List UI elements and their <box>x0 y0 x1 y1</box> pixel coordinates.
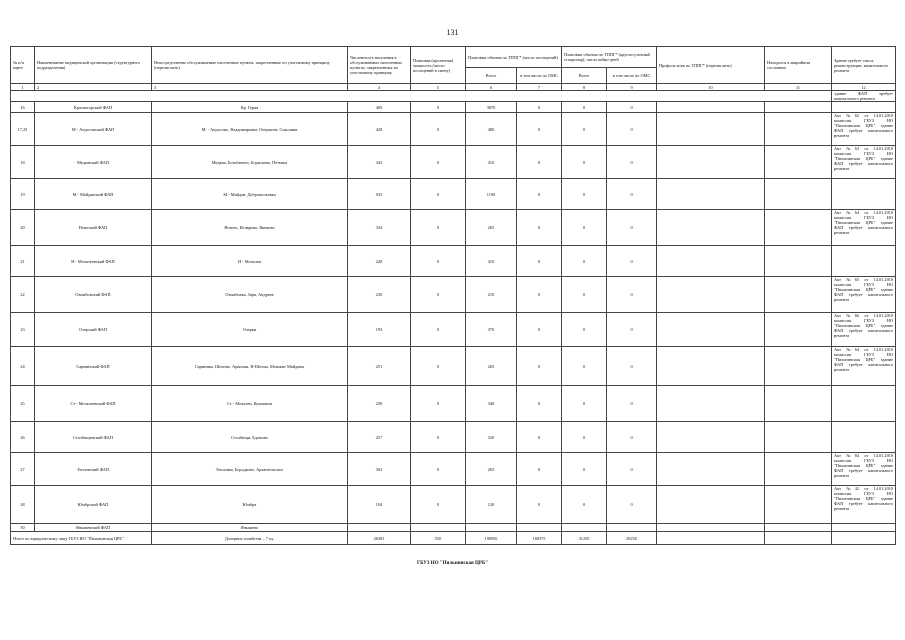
organization-name: Красногорский ФАП <box>35 102 152 113</box>
emergency-state <box>765 422 832 453</box>
visits-total: 265 <box>466 347 517 386</box>
column-number: 5 <box>411 84 466 91</box>
row-index: 25 <box>11 386 35 422</box>
column-number: 7 <box>517 84 562 91</box>
bed-profile <box>657 179 765 210</box>
total-empty-cell <box>657 532 765 545</box>
settlements: Медяна, Бозобачено, Борисково, Петъвка <box>152 146 348 179</box>
repair-note <box>832 246 896 277</box>
repair-note: Акт №62 от 14.01.2010 комиссия ГБУЗ НО "Пильнинская ЦРБ" здание ФАП требует капитального ремонта <box>832 113 896 146</box>
organization-name: Ст - Мочалеевский ФАП <box>35 386 152 422</box>
column-number: 10 <box>657 84 765 91</box>
settlements: Новоть, Исаврово, Якнково <box>152 210 348 246</box>
header-beddays-oms: в том числе по ОМС <box>607 68 657 84</box>
beddays-total: 0 <box>562 102 607 113</box>
beddays-oms: 0 <box>607 146 657 179</box>
beddays-oms: 0 <box>607 102 657 113</box>
emergency-state <box>765 146 832 179</box>
settlements: Озимбовка, Заря, Андреев <box>152 277 348 313</box>
beddays-total: 0 <box>562 113 607 146</box>
visits-total: 3870 <box>466 102 517 113</box>
beddays-oms: 0 <box>607 486 657 524</box>
beddays-total: 0 <box>562 453 607 486</box>
organization-name: Столбищенский ФАП <box>35 422 152 453</box>
continued-blank <box>11 91 832 102</box>
visits-total: 265 <box>466 453 517 486</box>
capacity: 0 <box>411 386 466 422</box>
visits-total: 265 <box>466 210 517 246</box>
beddays-total: 0 <box>562 422 607 453</box>
emergency-state <box>765 102 832 113</box>
header-capacity: Плановая (проектная) мощность (число посещений в смену) <box>411 47 466 84</box>
settlements: Озерки <box>152 313 348 347</box>
row-index: 28 <box>11 486 35 524</box>
population: 193 <box>348 313 411 347</box>
repair-note <box>832 102 896 113</box>
visits-oms: 0 <box>517 422 562 453</box>
repair-note: Акт №42 от 14.01.2010 комиссия ГБУЗ НО "Пильнинская ЦРБ" здание ФАП требует капитального ремонта <box>832 486 896 524</box>
visits-oms: 0 <box>517 453 562 486</box>
visits-oms: 0 <box>517 347 562 386</box>
capacity: 0 <box>411 246 466 277</box>
total-beddays: 31250 <box>562 532 607 545</box>
column-number: 4 <box>348 84 411 91</box>
repair-note: Акт №64 от 14.01.2010 комиссия ГБУЗ НО "Пильнинская ЦРБ" здание ФАП требует капитального ремонта <box>832 210 896 246</box>
emergency-state <box>765 524 832 532</box>
population: 258 <box>348 386 411 422</box>
visits-total: 480 <box>466 113 517 146</box>
continued-row <box>11 91 896 102</box>
repair-note: Акт №84 от 14.01.2010 комиссия ГБУЗ НО "Пильнинская ЦРБ" здание ФАП требует капитального ремонта <box>832 453 896 486</box>
total-empty-cell <box>765 532 832 545</box>
repair-note <box>832 386 896 422</box>
total-visits: 190956 <box>466 532 517 545</box>
header-places: Непосредственно обслуживаемые населенные пункты, закрепленные по участковому принципу (перечислить) <box>152 47 348 84</box>
organization-name: Озимбовский ФАП <box>35 277 152 313</box>
beddays-oms: 0 <box>607 453 657 486</box>
row-index: 26 <box>11 422 35 453</box>
total-population: 26381 <box>348 532 411 545</box>
bed-profile <box>657 102 765 113</box>
visits-oms: 0 <box>517 277 562 313</box>
bed-profile <box>657 524 765 532</box>
capacity: 0 <box>411 453 466 486</box>
row-index: 23 <box>11 313 35 347</box>
visits-total <box>466 524 517 532</box>
emergency-state <box>765 347 832 386</box>
total-places: Дочерние хозяйства – 7 ед. <box>152 532 348 545</box>
column-number: 12 <box>832 84 896 91</box>
organization-name: М - Майданский ФАП <box>35 179 152 210</box>
settlements: Кр. Горка <box>152 102 348 113</box>
bed-profile <box>657 386 765 422</box>
table-row <box>11 113 896 146</box>
total-empty-cell <box>832 532 896 545</box>
beddays-total: 0 <box>562 347 607 386</box>
repair-note: Акт №66 от 14.01.2010 комиссия ГБУЗ НО "Пильнинская ЦРБ" здание ФАП требует капитального ремонта <box>832 313 896 347</box>
continued-note: здание ФАП требует капитального ремонта <box>832 91 896 102</box>
population: 257 <box>348 422 411 453</box>
bed-profile <box>657 146 765 179</box>
beddays-oms: 0 <box>607 313 657 347</box>
capacity: 0 <box>411 210 466 246</box>
table-row <box>11 179 896 210</box>
row-index: 27 <box>11 453 35 486</box>
beddays-oms: 0 <box>607 422 657 453</box>
page-number: 131 <box>446 28 459 37</box>
bed-profile <box>657 246 765 277</box>
settlements: М. - Андосово, Владимировка, Очерыонт, Соколики <box>152 113 348 146</box>
settlements: Янышево <box>152 524 348 532</box>
row-index: 21 <box>11 246 35 277</box>
table-row <box>11 210 896 246</box>
organization-name: Н - Мочалеевский ФАП <box>35 246 152 277</box>
visits-oms: 0 <box>517 386 562 422</box>
population: 343 <box>348 146 411 179</box>
visits-oms: 0 <box>517 179 562 210</box>
emergency-state <box>765 313 832 347</box>
visits-total: 340 <box>466 386 517 422</box>
settlements: М - Майдан, Добромольевка <box>152 179 348 210</box>
beddays-oms: 0 <box>607 210 657 246</box>
header-visits-total: Всего <box>466 68 517 84</box>
header-index: № п/п карте <box>11 47 35 84</box>
settlements: Сарминка, Шехино, Арышпи, Н-Шелма, Можжит Майданы <box>152 347 348 386</box>
organization-name: Сарминский ФАП <box>35 347 152 386</box>
row-index: 16 <box>11 102 35 113</box>
bed-profile <box>657 453 765 486</box>
population: 935 <box>348 179 411 210</box>
emergency-state <box>765 179 832 210</box>
header-repair: Здание требует сноса, реконструкции, капитального ремонта <box>832 47 896 84</box>
row-index: 20 <box>11 210 35 246</box>
beddays-total <box>562 524 607 532</box>
visits-oms <box>517 524 562 532</box>
table-row <box>11 422 896 453</box>
table-row <box>11 453 896 486</box>
capacity <box>411 524 466 532</box>
capacity: 0 <box>411 422 466 453</box>
beddays-oms <box>607 524 657 532</box>
total-capacity: 550 <box>411 532 466 545</box>
beddays-oms: 0 <box>607 246 657 277</box>
row-index: 24 <box>11 347 35 386</box>
table-row <box>11 277 896 313</box>
capacity: 0 <box>411 179 466 210</box>
capacity: 0 <box>411 102 466 113</box>
beddays-oms: 0 <box>607 113 657 146</box>
header-visits-group: Плановые объемы по ТППГ* (число посещений) <box>466 47 562 68</box>
table-row <box>11 102 896 113</box>
repair-note <box>832 422 896 453</box>
visits-oms: 0 <box>517 113 562 146</box>
population: 334 <box>348 210 411 246</box>
beddays-total: 0 <box>562 386 607 422</box>
row-index: 30 <box>11 524 35 532</box>
bed-profile <box>657 347 765 386</box>
population <box>348 524 411 532</box>
capacity: 0 <box>411 486 466 524</box>
beddays-oms: 0 <box>607 347 657 386</box>
capacity: 0 <box>411 347 466 386</box>
organization-name: Медынский ФАП <box>35 146 152 179</box>
table-row <box>11 347 896 386</box>
visits-oms: 0 <box>517 146 562 179</box>
emergency-state <box>765 453 832 486</box>
visits-total: 410 <box>466 246 517 277</box>
repair-note: Акт №63 от 14.01.2010 комиссия ГБУЗ НО "Пильнинская ЦРБ" здание ФАП требует капитального ремонта <box>832 146 896 179</box>
beddays-total: 0 <box>562 246 607 277</box>
table-row <box>11 386 896 422</box>
header-beddays-group: Плановые объемы по ТППГ* (круглосуточный стационар), число койко-дней <box>562 47 657 68</box>
repair-note: Акт №65 от 14.01.2010 комиссия ГБУЗ НО "Пильнинская ЦРБ" здание ФАП требует капитального ремонта <box>832 277 896 313</box>
organization-name: Новоский ФАП <box>35 210 152 246</box>
visits-oms: 0 <box>517 313 562 347</box>
column-number: 1 <box>11 84 35 91</box>
bed-profile <box>657 277 765 313</box>
repair-note <box>832 179 896 210</box>
row-index: 22 <box>11 277 35 313</box>
header-org: Наименование медицинской организации (структурного подразделения) <box>35 47 152 84</box>
repair-note: Акт №64 от 14.01.2010 комиссия ГБУЗ НО "Пильнинская ЦРБ" здание ФАП требует капитального ремонта <box>832 347 896 386</box>
settlements: Юмбра <box>152 486 348 524</box>
header-row <box>11 47 896 68</box>
header-beddays-total: Всего <box>562 68 607 84</box>
capacity: 0 <box>411 113 466 146</box>
table-row <box>11 524 896 532</box>
beddays-oms: 0 <box>607 277 657 313</box>
bed-profile <box>657 313 765 347</box>
footer-org: ГБУЗ НО "Пильнинская ЦРБ" <box>417 561 488 566</box>
visits-total: 410 <box>466 146 517 179</box>
emergency-state <box>765 486 832 524</box>
column-number: 9 <box>607 84 657 91</box>
repair-note <box>832 524 896 532</box>
population: 251 <box>348 347 411 386</box>
visits-oms: 0 <box>517 486 562 524</box>
population: 104 <box>348 486 411 524</box>
organization-name: Озерский ФАП <box>35 313 152 347</box>
visits-oms: 0 <box>517 246 562 277</box>
beddays-total: 0 <box>562 277 607 313</box>
total-beddays-oms: 29250 <box>607 532 657 545</box>
population: 228 <box>348 246 411 277</box>
settlements: Ст - Мочалеи, Кулькаши <box>152 386 348 422</box>
population: 302 <box>348 453 411 486</box>
visits-total: 320 <box>466 422 517 453</box>
table-row <box>11 313 896 347</box>
column-number-row <box>11 84 896 91</box>
column-number: 8 <box>562 84 607 91</box>
bed-profile <box>657 113 765 146</box>
emergency-state <box>765 277 832 313</box>
header-visits-oms: в том числе по ОМС <box>517 68 562 84</box>
header-population: Численность населения в обслуживаемых населенных пунктах, закрепленных по участковому принципу <box>348 47 411 84</box>
beddays-total: 0 <box>562 179 607 210</box>
visits-total: 1190 <box>466 179 517 210</box>
visits-oms: 0 <box>517 102 562 113</box>
table-row <box>11 486 896 524</box>
capacity: 0 <box>411 146 466 179</box>
emergency-state <box>765 113 832 146</box>
row-index: 17,25 <box>11 113 35 146</box>
total-row <box>11 532 896 545</box>
table-row <box>11 146 896 179</box>
row-index: 19 <box>11 179 35 210</box>
population: 428 <box>348 113 411 146</box>
population: 230 <box>348 277 411 313</box>
visits-total: 210 <box>466 277 517 313</box>
visits-total: 370 <box>466 313 517 347</box>
organization-name: Юмбрский ФАП <box>35 486 152 524</box>
emergency-state <box>765 210 832 246</box>
facilities-table <box>10 46 896 545</box>
header-emergency: Находится в аварийном состоянии <box>765 47 832 84</box>
beddays-oms: 0 <box>607 179 657 210</box>
organization-name: Янышевский ФАП <box>35 524 152 532</box>
settlements: Н - Мочалеи <box>152 246 348 277</box>
settlements: Тепловка, Бородково, Архангельское <box>152 453 348 486</box>
beddays-total: 0 <box>562 210 607 246</box>
beddays-total: 0 <box>562 146 607 179</box>
emergency-state <box>765 386 832 422</box>
beddays-total: 0 <box>562 486 607 524</box>
organization-name: Тепловский ФАП <box>35 453 152 486</box>
row-index: 18 <box>11 146 35 179</box>
emergency-state <box>765 246 832 277</box>
capacity: 0 <box>411 313 466 347</box>
bed-profile <box>657 486 765 524</box>
table-row <box>11 246 896 277</box>
beddays-oms: 0 <box>607 386 657 422</box>
visits-total: 120 <box>466 486 517 524</box>
capacity: 0 <box>411 277 466 313</box>
header-bed-profile: Профиль коек по ТППГ* (перечислить) <box>657 47 765 84</box>
bed-profile <box>657 422 765 453</box>
column-number: 6 <box>466 84 517 91</box>
column-number: 3 <box>152 84 348 91</box>
organization-name: М - Андосовский ФАП <box>35 113 152 146</box>
column-number: 2 <box>35 84 152 91</box>
total-label: Итого по юридическому лицу ГБУЗ НО "Пильнинская ЦРБ" <box>11 532 152 545</box>
bed-profile <box>657 210 765 246</box>
population: 469 <box>348 102 411 113</box>
total-visits-oms: 168375 <box>517 532 562 545</box>
beddays-total: 0 <box>562 313 607 347</box>
settlements: Столбищи, Бдомово <box>152 422 348 453</box>
column-number: 11 <box>765 84 832 91</box>
visits-oms: 0 <box>517 210 562 246</box>
